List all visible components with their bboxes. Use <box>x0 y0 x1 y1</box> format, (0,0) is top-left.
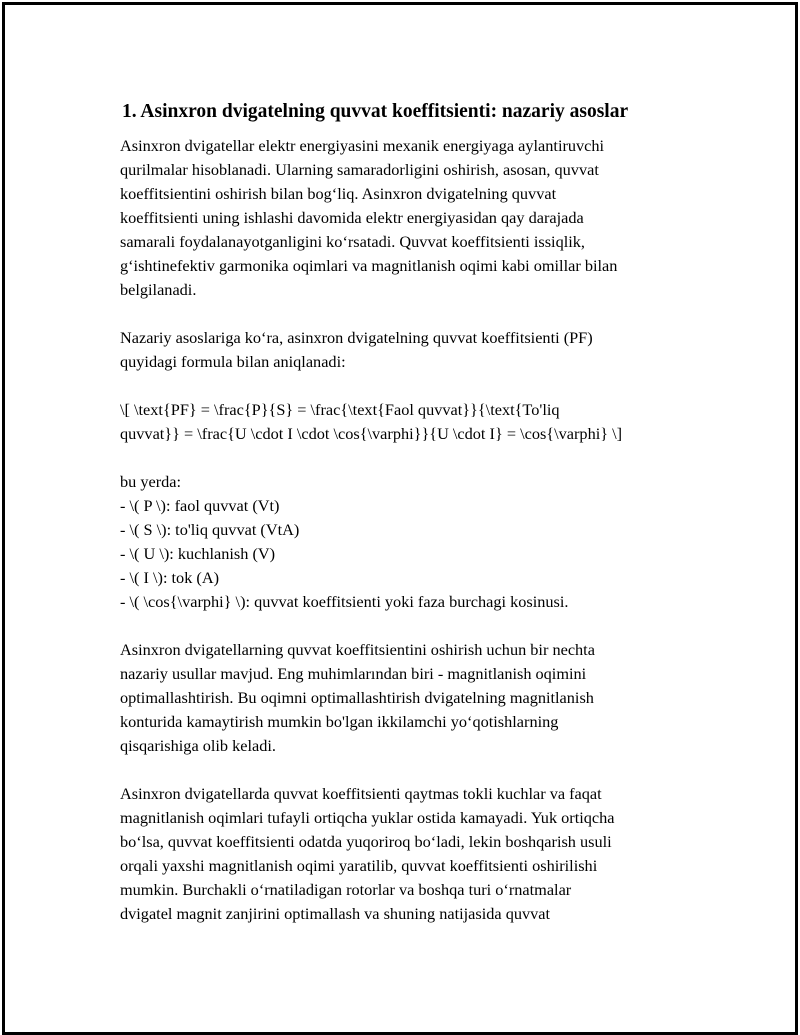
list-item: - \( I \): tok (A) <box>120 568 220 587</box>
list-item: - \( U \): kuchlanish (V) <box>120 544 276 563</box>
text-line: qurilmalar hisoblanadi. Ularning samaradorligini oshirish, asosan, quvvat <box>120 160 599 179</box>
text-line: magnitlanish oqimlari tufayli ortiqcha yuklar ostida kamayadi. Yuk ortiqcha <box>120 808 615 827</box>
text-line: dvigatel magnit zanjirini optimallash va shuning natijasida quvvat <box>120 904 551 923</box>
document-content <box>120 98 700 926</box>
text-line: orqali yaxshi magnitlanish oqimi yaratilib, quvvat koeffitsienti oshirilishi <box>120 856 598 875</box>
text-line: qisqarishiga olib keladi. <box>120 736 276 755</box>
text-line: koeffitsienti uning ishlashi davomida elektr energiyasidan qay darajada <box>120 208 584 227</box>
text-line: belgilanadi. <box>120 280 197 299</box>
text-line: Nazariy asoslariga ko‘ra, asinxron dvigatelning quvvat koeffitsienti (PF) <box>120 328 593 347</box>
paragraph-theory <box>120 326 700 374</box>
formula-block <box>120 398 700 446</box>
list-item: - \( S \): to'liq quvvat (VtA) <box>120 520 300 539</box>
formula-line: \[ \text{PF} = \frac{P}{S} = \frac{\text{Faol quvvat}}{\text{To'liq <box>120 400 560 419</box>
text-line: Asinxron dvigatellarda quvvat koeffitsienti qaytmas tokli kuchlar va faqat <box>120 784 602 803</box>
text-line: bo‘lsa, quvvat koeffitsienti odatda yuqoriroq bo‘ladi, lekin boshqarish usuli <box>120 832 612 851</box>
paragraph-load <box>120 782 700 926</box>
paragraph-methods <box>120 638 700 758</box>
text-line: optimallashtirish. Bu oqimni optimallashtirish dvigatelning magnitlanish <box>120 688 594 707</box>
list-item: - \( P \): faol quvvat (Vt) <box>120 496 280 515</box>
definitions-block <box>120 470 700 614</box>
text-line: Asinxron dvigatellar elektr energiyasini mexanik energiyaga aylantiruvchi <box>120 136 605 155</box>
text-line: quyidagi formula bilan aniqlanadi: <box>120 352 346 371</box>
text-line: koeffitsientini oshirish bilan bog‘liq. Asinxron dvigatelning quvvat <box>120 184 557 203</box>
paragraph-intro <box>120 134 700 302</box>
formula-line: quvvat}} = \frac{U \cdot I \cdot \cos{\varphi}}{U \cdot I} = \cos{\varphi} \] <box>120 424 623 443</box>
list-item: - \( \cos{\varphi} \): quvvat koeffitsienti yoki faza burchagi kosinusi. <box>120 592 569 611</box>
definitions-intro: bu yerda: <box>120 472 182 491</box>
definitions-list <box>120 494 700 614</box>
page-frame <box>2 2 798 1035</box>
text-line: nazariy usullar mavjud. Eng muhimlarından biri - magnitlanish oqimini <box>120 664 587 683</box>
text-line: Asinxron dvigatellarning quvvat koeffitsientini oshirish uchun bir nechta <box>120 640 595 659</box>
section-heading: 1. Asinxron dvigatelning quvvat koeffitsienti: nazariy asoslar <box>122 101 629 122</box>
text-line: mumkin. Burchakli o‘rnatiladigan rotorlar va boshqa turi o‘rnatmalar <box>120 880 572 899</box>
text-line: samarali foydalanayotganligini ko‘rsatadi. Quvvat koeffitsienti issiqlik, <box>120 232 585 251</box>
text-line: konturida kamaytirish mumkin bo'lgan ikkilamchi yo‘qotishlarning <box>120 712 559 731</box>
text-line: g‘ishtinefektiv garmonika oqimlari va magnitlanish oqimi kabi omillar bilan <box>120 256 618 275</box>
